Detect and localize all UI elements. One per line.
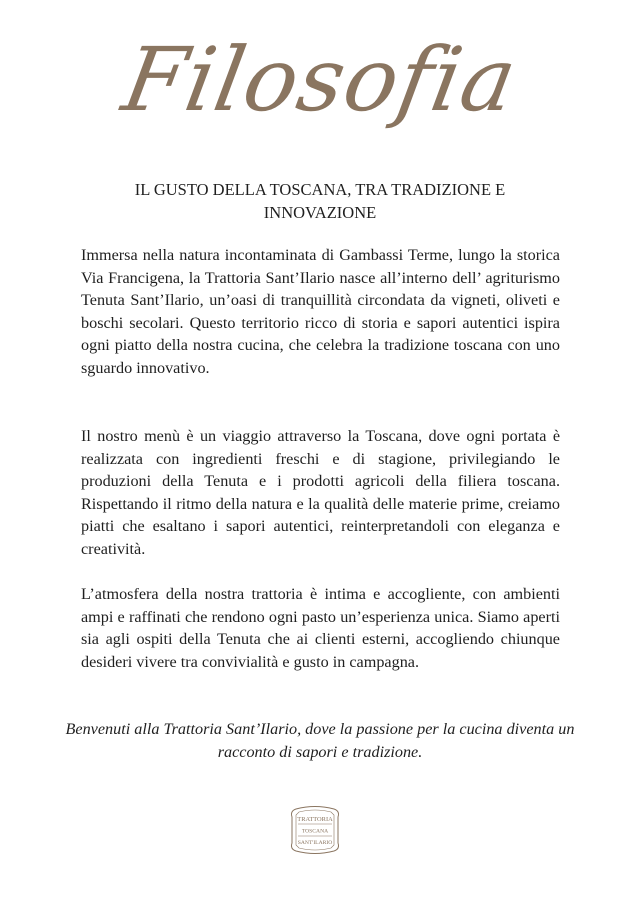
logo-line-3: SANT'ILARIO xyxy=(297,840,333,846)
logo-line-2: TOSCANA xyxy=(301,828,329,835)
paragraph-menu: Il nostro menù è un viaggio attraverso la Toscana, dove ogni portata è realizzata con ingredienti freschi e di stagione, privilegiando le produzioni della Tenuta e i prodotti agricoli della filiera toscana. Rispettando il ritmo della natura e la qualità delle materie prime, creiamo piatti che esaltano i sapori autentici, reinterpretandoli con eleganza e creatività. xyxy=(81,427,560,558)
trattoria-logo xyxy=(288,803,342,857)
page-subtitle: IL GUSTO DELLA TOSCANA, TRA TRADIZIONE E INNOVAZIONE xyxy=(134,180,506,222)
paragraph-intro: Immersa nella natura incontaminata di Gambassi Terme, lungo la storica Via Francigena, la Trattoria Sant’Ilario nasce all’interno dell’ agriturismo Tenuta Sant’Ilario, un’oasi di tranquillità circondata da vigneti, oliveti e boschi secolari. Questo territorio ricco di storia e sapori autentici ispira ogni piatto della nostra cucina, che celebra la tradizione toscana con uno sguardo innovativo. xyxy=(81,246,560,377)
closing-text: Benvenuti alla Trattoria Sant’Ilario, dove la passione per la cucina diventa un racconto di sapori e tradizione. xyxy=(65,720,575,761)
logo-emblem-icon xyxy=(288,803,342,857)
logo-line-1: TRATTORIA xyxy=(297,816,333,823)
paragraph-atmosphere: L’atmosfera della nostra trattoria è intima e accogliente, con ambienti ampi e raffinati che rendono ogni pasto un’esperienza unica. Siamo aperti sia agli ospiti della Tenuta che ai clienti esterni, accogliendo chiunque desideri vivere tra convivialità e gusto in campagna. xyxy=(81,585,560,671)
page-title: Filosofia xyxy=(115,28,525,131)
